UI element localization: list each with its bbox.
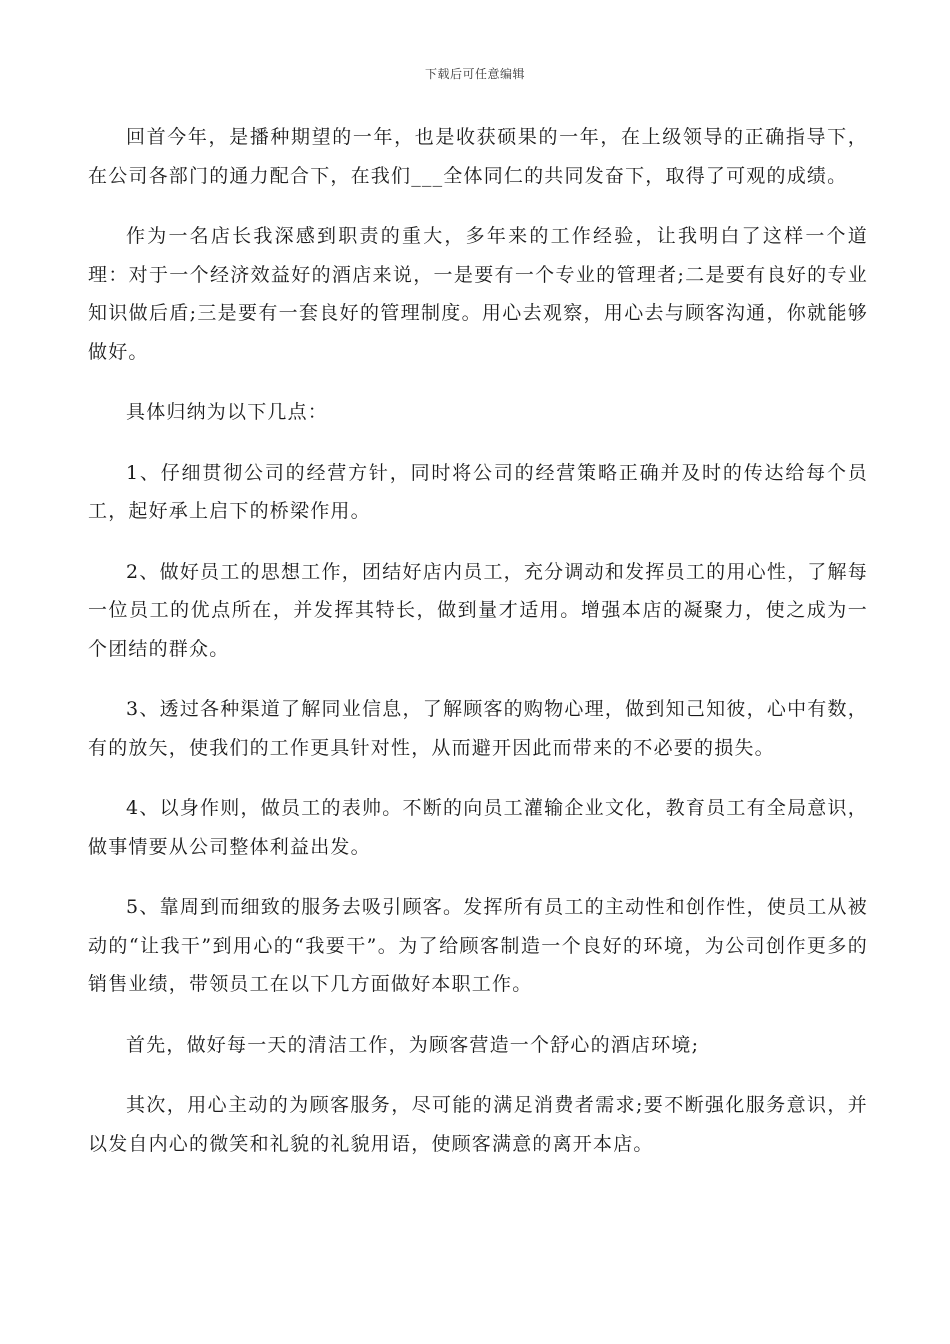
paragraph-point-5: 5、靠周到而细致的服务去吸引顾客。发挥所有员工的主动性和创作性，使员工从被动的“让我干”到用心的“我要干”。为了给顾客制造一个良好的环境，为公司创作更多的销售业绩，带领员工在以下几方面做好本职工作。: [88, 896, 868, 995]
paragraph-second: 其次，用心主动的为顾客服务，尽可能的满足消费者需求;要不断强化服务意识，并以发自内心的微笑和礼貌的礼貌用语，使顾客满意的离开本店。: [88, 1094, 868, 1155]
paragraph-intro: 回首今年，是播种期望的一年，也是收获硕果的一年，在上级领导的正确指导下，在公司各部门的通力配合下，在我们___全体同仁的共同发奋下，取得了可观的成绩。: [88, 126, 868, 187]
header-note: 下载后可任意编辑: [424, 67, 525, 81]
paragraph-point-1: 1、仔细贯彻公司的经营方针，同时将公司的经营策略正确并及时的传达给每个员工，起好承上启下的桥梁作用。: [88, 461, 868, 522]
paragraph-point-4: 4、以身作则，做员工的表帅。不断的向员工灌输企业文化，教育员工有全局意识，做事情要从公司整体利益出发。: [88, 797, 868, 858]
paragraph-store-manager: 作为一名店长我深感到职责的重大，多年来的工作经验，让我明白了这样一个道理：对于一个经济效益好的酒店来说，一是要有一个专业的管理者;二是要有良好的专业知识做后盾;三是要有一套良好的管理制度。用心去观察，用心去与顾客沟通，你就能够做好。: [88, 225, 868, 363]
document-body: [88, 118, 868, 1185]
paragraph-first: 首先，做好每一天的清洁工作，为顾客营造一个舒心的酒店环境;: [126, 1033, 700, 1056]
paragraph-point-2: 2、做好员工的思想工作，团结好店内员工，充分调动和发挥员工的用心性，了解每一位员工的优点所在，并发挥其特长，做到量才适用。增强本店的凝聚力，使之成为一个团结的群众。: [88, 560, 868, 660]
paragraph-point-3: 3、透过各种渠道了解同业信息，了解顾客的购物心理，做到知己知彼，心中有数，有的放矢，使我们的工作更具针对性，从而避开因此而带来的不必要的损失。: [88, 698, 868, 759]
paragraph-summary-heading: 具体归纳为以下几点：: [126, 401, 329, 423]
